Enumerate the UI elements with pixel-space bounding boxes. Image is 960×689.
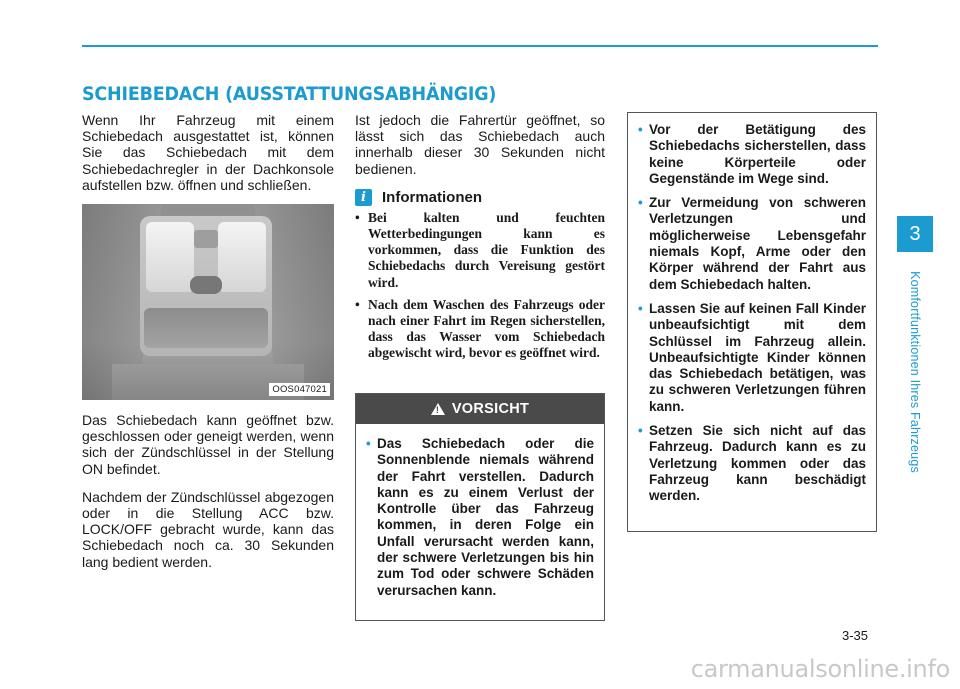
bullet-dot: • — [355, 209, 360, 225]
watermark: carmanualsonline.info — [690, 655, 950, 683]
left-column — [82, 112, 334, 582]
caution-header-label: VORSICHT — [451, 401, 530, 417]
middle-column — [355, 112, 605, 368]
photo-lamp-right — [218, 222, 266, 292]
info-title: Informationen — [382, 188, 482, 206]
warning-box — [627, 112, 877, 532]
section-title: SCHIEBEDACH (AUSSTATTUNGSABHÄNGIG) — [82, 83, 497, 105]
info-icon: i — [355, 189, 372, 206]
bullet-dot: • — [638, 122, 643, 137]
list-item: • Setzen Sie sich nicht auf das Fahrzeug. Dadurch kann es zu Verletzung kommen oder das Fahrzeug kann beschädigt werden. — [638, 423, 866, 504]
list-item: • Nach dem Waschen des Fahrzeugs oder nach einer Fahrt im Regen sicherstellen, dass das Wasser vom Schiebedach abgewischt wird, bevor es geöffnet wird. — [355, 296, 605, 361]
bullet-dot: • — [638, 300, 643, 316]
top-rule — [82, 45, 878, 47]
caution-box — [355, 393, 605, 621]
list-item: • Zur Vermeidung von schweren Verletzungen und möglicherweise Lebensgefahr niemals Kopf, Arme oder den Körper während der Fahrt aus dem Schiebedach halten. — [638, 195, 866, 292]
bullet-dot: • — [638, 423, 643, 439]
image-code: OOS047021 — [269, 383, 330, 396]
list-item: • Lassen Sie auf keinen Fall Kinder unbeaufsichtigt mit dem Schlüssel im Fahrzeug allein. Unbeaufsichtigte Kinder können das Schiebedach betätigen, was zu schweren Verletzungen führen kann. — [638, 300, 866, 414]
paragraph-ignition: Das Schiebedach kann geöffnet bzw. geschlossen oder geneigt werden, wenn sich der Zündschlüssel in der Stellung ON befindet. — [82, 412, 334, 477]
info-header — [355, 189, 605, 206]
list-item: • Das Schiebedach oder die Sonnenblende niemals während der Fahrt verstellen. Dadurch kann es zu einem Verlust der Kontrolle über das Fahrzeug kommen, in deren Folge ein Unfall verursacht werden kann, der schwere Verletzungen bis hin zum Tod oder schwere Schäden verursachen kann. — [366, 436, 594, 598]
chapter-number: 3 — [897, 216, 933, 252]
chapter-title: Komfortfunktionen Ihres Fahrzeugs — [908, 271, 922, 473]
photo-button-strip — [194, 230, 218, 248]
intro-paragraph: Wenn Ihr Fahrzeug mit einem Schiebedach ausgestattet ist, können Sie das Schiebedach mit dem Schiebedachregler in der Dachkonsole aufstellen bzw. öffnen und schließen. — [82, 112, 334, 193]
overhead-console-photo — [82, 204, 334, 400]
info-list — [355, 210, 605, 362]
caution-list — [356, 424, 604, 599]
warning-list — [628, 113, 876, 505]
list-item: • Bei kalten und feuchten Wetterbedingungen kann es vorkommen, dass die Funktion des Schiebedachs durch Vereisung gestört wird. — [355, 209, 605, 290]
bullet-dot: • — [355, 296, 360, 312]
bullet-dot: • — [366, 436, 371, 451]
caution-header — [356, 394, 604, 424]
page-number: 3-35 — [842, 628, 869, 643]
paragraph-after-key: Nachdem der Zündschlüssel abgezogen oder in die Stellung ACC bzw. LOCK/OFF gebracht wurde, kann das Schiebedach noch ca. 30 Sekunden lang bedient werden. — [82, 488, 334, 570]
photo-sunglass-tray — [144, 308, 268, 348]
bullet-dot: • — [638, 195, 643, 211]
warning-triangle-icon: ! — [431, 403, 445, 415]
photo-sunroof-switch — [190, 276, 222, 294]
photo-lamp-left — [146, 222, 194, 292]
driver-door-paragraph: Ist jedoch die Fahrertür geöffnet, so lässt sich das Schiebedach auch innerhalb dieser 30 Sekunden nicht bedienen. — [355, 112, 605, 177]
list-item: • Vor der Betätigung des Schiebedachs sicherstellen, dass keine Körperteile oder Gegenstände im Wege sind. — [638, 122, 866, 186]
